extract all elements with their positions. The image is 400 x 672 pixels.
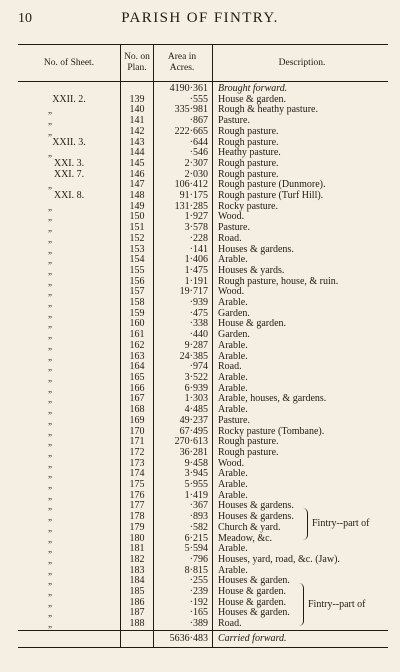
plan-cell: 161 bbox=[121, 330, 154, 341]
plan-cell: 149 bbox=[121, 202, 154, 213]
sheet-cell: „ bbox=[18, 319, 121, 330]
area-cell: ·141 bbox=[154, 245, 213, 256]
brace-1 bbox=[303, 508, 308, 540]
description-cell: Road. bbox=[218, 618, 242, 630]
plan-cell: 139 bbox=[121, 95, 154, 106]
area-cell: ·555 bbox=[154, 95, 213, 106]
sheet-cell: „ bbox=[18, 180, 121, 191]
description-cell: Wood. bbox=[218, 286, 245, 298]
plan-cell: 187 bbox=[121, 608, 154, 619]
area-cell: ·546 bbox=[154, 148, 213, 159]
description-cell: Arable. bbox=[218, 382, 248, 394]
area-cell: 3·578 bbox=[154, 223, 213, 234]
table-row bbox=[18, 127, 388, 138]
area-cell: 91·175 bbox=[154, 191, 213, 202]
description-cell: Houses & yards. bbox=[218, 264, 285, 276]
description-cell: Heathy pasture. bbox=[218, 147, 281, 159]
table-row bbox=[18, 448, 388, 459]
description-cell: Rough pasture. bbox=[218, 446, 279, 458]
plan-cell: 147 bbox=[121, 180, 154, 191]
description-cell: House & garden. bbox=[218, 596, 287, 608]
description-cell: Arable. bbox=[218, 339, 248, 351]
plan-cell: 155 bbox=[121, 266, 154, 277]
area-cell: 6·215 bbox=[154, 534, 213, 545]
area-cell: 5·594 bbox=[154, 544, 213, 555]
plan-cell: 150 bbox=[121, 212, 154, 223]
sheet-cell: „ bbox=[18, 576, 121, 587]
area-cell: ·440 bbox=[154, 330, 213, 341]
area-cell: 1·406 bbox=[154, 255, 213, 266]
area-cell: ·796 bbox=[154, 555, 213, 566]
brace-note-2: Fintry--part of bbox=[308, 599, 366, 610]
area-cell: ·475 bbox=[154, 309, 213, 320]
area-cell: 4190·361 bbox=[154, 82, 213, 95]
description-cell: Pasture. bbox=[218, 222, 250, 234]
sheet-cell: „ bbox=[18, 298, 121, 309]
description-cell: Houses & garden. bbox=[218, 607, 290, 619]
plan-cell: 141 bbox=[121, 116, 154, 127]
plan-cell: 160 bbox=[121, 319, 154, 330]
page-title: PARISH OF FINTRY. bbox=[121, 10, 279, 26]
description-cell: Arable. bbox=[218, 404, 248, 416]
sheet-cell: „ bbox=[18, 223, 121, 234]
sheet-cell: „ bbox=[18, 555, 121, 566]
description-cell: Arable. bbox=[218, 543, 248, 555]
description-cell: Arable, houses, & gardens. bbox=[218, 393, 327, 405]
area-cell: ·338 bbox=[154, 319, 213, 330]
area-cell: 67·495 bbox=[154, 427, 213, 438]
description-cell: Houses, yard, road, &c. (Jaw). bbox=[218, 553, 340, 565]
sheet-cell: „ bbox=[18, 202, 121, 213]
area-cell: 9·287 bbox=[154, 341, 213, 352]
header-sheet: No. of Sheet. bbox=[18, 45, 121, 82]
description-cell: Rough pasture. bbox=[218, 436, 279, 448]
sheet-cell: „ bbox=[18, 619, 121, 630]
area-cell: 8·815 bbox=[154, 566, 213, 577]
sheet-cell: „ bbox=[18, 501, 121, 512]
area-cell: 222·665 bbox=[154, 127, 213, 138]
area-cell: ·939 bbox=[154, 298, 213, 309]
description-cell: Meadow, &c. bbox=[218, 532, 273, 544]
description-cell: Houses & gardens. bbox=[218, 500, 294, 512]
plan-cell: 166 bbox=[121, 384, 154, 395]
plan-cell: 169 bbox=[121, 416, 154, 427]
area-cell: 2·307 bbox=[154, 159, 213, 170]
area-cell: 1·191 bbox=[154, 277, 213, 288]
area-cell: ·389 bbox=[154, 619, 213, 630]
description-cell: Rough pasture (Turf Hill). bbox=[218, 190, 324, 202]
description-cell: Rough pasture. bbox=[218, 168, 279, 180]
area-cell: 36·281 bbox=[154, 448, 213, 459]
sheet-cell: XXII. 3. bbox=[18, 138, 121, 149]
description-cell: Road. bbox=[218, 361, 242, 373]
area-cell: 3·522 bbox=[154, 373, 213, 384]
sheet-cell: „ bbox=[18, 448, 121, 459]
table-row bbox=[18, 341, 388, 352]
sheet-cell: „ bbox=[18, 362, 121, 373]
description-cell: House & garden. bbox=[218, 93, 287, 105]
description-cell: Rough pasture. bbox=[218, 157, 279, 169]
area-cell: ·255 bbox=[154, 576, 213, 587]
description-cell: Rough pasture. bbox=[218, 136, 279, 148]
plan-cell bbox=[121, 82, 154, 95]
plan-cell: 148 bbox=[121, 191, 154, 202]
plan-cell: 168 bbox=[121, 405, 154, 416]
sheet-cell: „ bbox=[18, 330, 121, 341]
sheet-cell: „ bbox=[18, 566, 121, 577]
plan-cell: 171 bbox=[121, 437, 154, 448]
sheet-cell: „ bbox=[18, 587, 121, 598]
area-cell: ·165 bbox=[154, 608, 213, 619]
plan-cell: 144 bbox=[121, 148, 154, 159]
description-cell: Arable. bbox=[218, 479, 248, 491]
sheet-cell: „ bbox=[18, 437, 121, 448]
sheet-cell: „ bbox=[18, 266, 121, 277]
sheet-cell: „ bbox=[18, 234, 121, 245]
area-cell: 106·412 bbox=[154, 180, 213, 191]
table-row bbox=[18, 234, 388, 245]
description-cell: Arable. bbox=[218, 371, 248, 383]
plan-cell: 163 bbox=[121, 352, 154, 363]
area-cell: 9·458 bbox=[154, 459, 213, 470]
plan-cell: 175 bbox=[121, 480, 154, 491]
plan-cell: 152 bbox=[121, 234, 154, 245]
sheet-cell: „ bbox=[18, 309, 121, 320]
plan-cell: 151 bbox=[121, 223, 154, 234]
area-cell: 3·945 bbox=[154, 469, 213, 480]
area-cell: ·367 bbox=[154, 501, 213, 512]
sheet-cell: „ bbox=[18, 116, 121, 127]
plan-cell: 170 bbox=[121, 427, 154, 438]
sheet-cell: „ bbox=[18, 427, 121, 438]
table-row bbox=[18, 82, 388, 95]
sheet-cell bbox=[18, 82, 121, 95]
plan-cell: 180 bbox=[121, 534, 154, 545]
plan-cell: 186 bbox=[121, 598, 154, 609]
description-cell: Rocky pasture. bbox=[218, 200, 278, 212]
sheet-cell: „ bbox=[18, 245, 121, 256]
plan-cell: 153 bbox=[121, 245, 154, 256]
plan-cell: 179 bbox=[121, 523, 154, 534]
area-cell: 131·285 bbox=[154, 202, 213, 213]
description-cell: Garden. bbox=[218, 329, 250, 341]
plan-cell: 183 bbox=[121, 566, 154, 577]
area-cell: 2·030 bbox=[154, 170, 213, 181]
sheet-cell: „ bbox=[18, 341, 121, 352]
description-cell: Wood. bbox=[218, 211, 245, 223]
carried-forward-row bbox=[18, 630, 388, 647]
description-cell: Rough pasture (Dunmore). bbox=[218, 179, 326, 191]
description-cell: Church & yard. bbox=[218, 521, 281, 533]
description-cell: Pasture. bbox=[218, 115, 250, 127]
description-cell: Wood. bbox=[218, 457, 245, 469]
empty-cell bbox=[121, 630, 154, 647]
plan-cell: 173 bbox=[121, 459, 154, 470]
plan-cell: 142 bbox=[121, 127, 154, 138]
carried-area-cell: 5636·483 bbox=[154, 630, 213, 647]
description-cell: Brought forward. bbox=[218, 83, 288, 94]
area-cell: ·893 bbox=[154, 512, 213, 523]
sheet-cell: „ bbox=[18, 255, 121, 266]
sheet-cell: XXI. 3. bbox=[18, 159, 121, 170]
plan-cell: 164 bbox=[121, 362, 154, 373]
description-cell: Arable. bbox=[218, 564, 248, 576]
sheet-cell: „ bbox=[18, 416, 121, 427]
description-cell: Arable. bbox=[218, 350, 248, 362]
sheet-cell: XXII. 2. bbox=[18, 95, 121, 106]
plan-cell: 156 bbox=[121, 277, 154, 288]
area-cell: 1·419 bbox=[154, 491, 213, 502]
area-cell: 1·475 bbox=[154, 266, 213, 277]
area-cell: 5·955 bbox=[154, 480, 213, 491]
area-cell: ·228 bbox=[154, 234, 213, 245]
sheet-cell: „ bbox=[18, 405, 121, 416]
plan-cell: 145 bbox=[121, 159, 154, 170]
sheet-cell: „ bbox=[18, 608, 121, 619]
plan-cell: 188 bbox=[121, 619, 154, 630]
plan-cell: 185 bbox=[121, 587, 154, 598]
brace-note-1: Fintry--part of bbox=[312, 518, 370, 529]
sheet-cell: „ bbox=[18, 459, 121, 470]
description-cell: Pasture. bbox=[218, 414, 250, 426]
plan-cell: 176 bbox=[121, 491, 154, 502]
area-cell: 4·485 bbox=[154, 405, 213, 416]
plan-cell: 140 bbox=[121, 105, 154, 116]
plan-cell: 162 bbox=[121, 341, 154, 352]
sheet-cell: „ bbox=[18, 373, 121, 384]
plan-cell: 143 bbox=[121, 138, 154, 149]
brace-2 bbox=[299, 583, 304, 626]
sheet-cell: „ bbox=[18, 469, 121, 480]
plan-cell: 181 bbox=[121, 544, 154, 555]
plan-cell: 165 bbox=[121, 373, 154, 384]
sheet-cell: „ bbox=[18, 212, 121, 223]
area-cell: ·974 bbox=[154, 362, 213, 373]
plan-cell: 158 bbox=[121, 298, 154, 309]
description-cell: Garden. bbox=[218, 307, 250, 319]
sheet-cell: „ bbox=[18, 544, 121, 555]
description-cell: House & garden. bbox=[218, 318, 287, 330]
description-cell: Houses & gardens. bbox=[218, 243, 294, 255]
table-header-row bbox=[18, 45, 388, 82]
plan-cell: 167 bbox=[121, 394, 154, 405]
sheet-cell: „ bbox=[18, 523, 121, 534]
sheet-cell: „ bbox=[18, 287, 121, 298]
sheet-cell: „ bbox=[18, 491, 121, 502]
sheet-cell: „ bbox=[18, 277, 121, 288]
description-cell: Rough pasture, house, & ruin. bbox=[218, 275, 339, 287]
description-cell: Houses & gardens. bbox=[218, 511, 294, 523]
plan-cell: 184 bbox=[121, 576, 154, 587]
area-cell: 1·927 bbox=[154, 212, 213, 223]
sheet-cell: „ bbox=[18, 384, 121, 395]
carried-description-cell: Carried forward. bbox=[213, 630, 389, 647]
sheet-cell: „ bbox=[18, 127, 121, 138]
table-row bbox=[18, 416, 388, 427]
area-cell: 19·717 bbox=[154, 287, 213, 298]
plan-cell: 178 bbox=[121, 512, 154, 523]
description-cell: Road. bbox=[218, 232, 242, 244]
sheet-cell: „ bbox=[18, 512, 121, 523]
description-cell: Rough pasture. bbox=[218, 125, 279, 137]
area-cell: ·239 bbox=[154, 587, 213, 598]
area-cell: 1·303 bbox=[154, 394, 213, 405]
sheet-cell: „ bbox=[18, 534, 121, 545]
description-cell: Arable. bbox=[218, 254, 248, 266]
area-cell: 6·939 bbox=[154, 384, 213, 395]
description-cell: Arable. bbox=[218, 468, 248, 480]
sheet-cell: XXI. 8. bbox=[18, 191, 121, 202]
sheet-cell: „ bbox=[18, 394, 121, 405]
description-cell: Arable. bbox=[218, 489, 248, 501]
area-cell: ·582 bbox=[154, 523, 213, 534]
table-body bbox=[18, 82, 388, 648]
area-cell: 335·981 bbox=[154, 105, 213, 116]
sheet-cell: „ bbox=[18, 105, 121, 116]
empty-cell bbox=[18, 630, 121, 647]
plan-cell: 172 bbox=[121, 448, 154, 459]
plan-cell: 174 bbox=[121, 469, 154, 480]
header-description: Description. bbox=[213, 45, 389, 82]
plan-cell: 146 bbox=[121, 170, 154, 181]
area-cell: 49·237 bbox=[154, 416, 213, 427]
sheet-cell: „ bbox=[18, 352, 121, 363]
plan-cell: 157 bbox=[121, 287, 154, 298]
header-area: Area in Acres. bbox=[154, 45, 213, 82]
description-cell: Rough & heathy pasture. bbox=[218, 104, 318, 116]
plan-cell: 154 bbox=[121, 255, 154, 266]
sheet-cell: „ bbox=[18, 480, 121, 491]
sheet-cell: „ bbox=[18, 598, 121, 609]
description-cell: Rocky pasture (Tombane). bbox=[218, 425, 325, 437]
area-cell: ·192 bbox=[154, 598, 213, 609]
area-cell: 270·613 bbox=[154, 437, 213, 448]
area-cell: ·644 bbox=[154, 138, 213, 149]
sheet-cell: „ bbox=[18, 148, 121, 159]
header-plan: No. on Plan. bbox=[121, 45, 154, 82]
plan-cell: 177 bbox=[121, 501, 154, 512]
plan-cell: 182 bbox=[121, 555, 154, 566]
sheet-cell: XXI. 7. bbox=[18, 170, 121, 181]
description-cell: House & garden. bbox=[218, 586, 287, 598]
description-cell: Arable. bbox=[218, 297, 248, 309]
area-cell: 24·385 bbox=[154, 352, 213, 363]
plan-cell: 159 bbox=[121, 309, 154, 320]
page-number: 10 bbox=[18, 11, 32, 26]
land-ledger-table bbox=[18, 44, 388, 648]
area-cell: ·867 bbox=[154, 116, 213, 127]
table-row bbox=[18, 619, 388, 630]
description-cell: Houses & garden. bbox=[218, 575, 290, 587]
